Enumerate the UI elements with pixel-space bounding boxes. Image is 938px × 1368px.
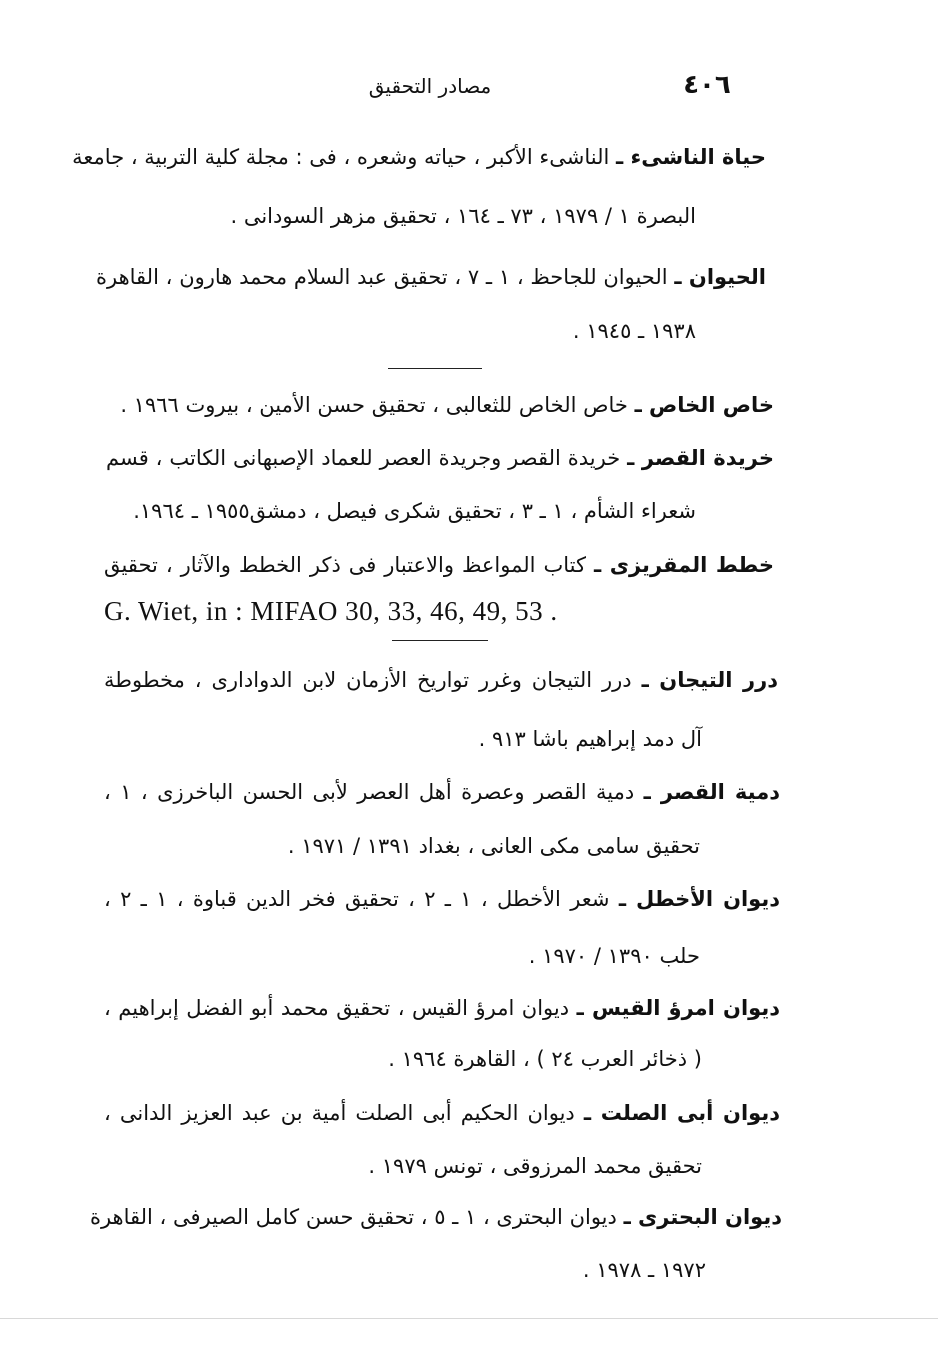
entry-durar-al-tijan-line1: [104, 665, 778, 695]
entry-diwan-al-buhturi-line2: ١٩٧٢ ـ ١٩٧٨ .: [582, 1258, 706, 1282]
entry-text: كتاب المواعظ والاعتبار فى ذكر الخطط والآثار ، تحقيق: [104, 553, 586, 577]
entry-al-hayawan-line1: [96, 262, 766, 292]
entry-text: ديوان البحترى ، ١ ـ ٥ ، تحقيق حسن كامل الصيرفى ، القاهرة: [89, 1205, 617, 1229]
entry-heading: دمية القصر ـ: [643, 780, 780, 804]
entry-text: ديوان الحكيم أبى الصلت أمية بن عبد العزيز الدانى ،: [104, 1101, 575, 1125]
entry-diwan-al-akhtal-line1: [104, 884, 780, 914]
entry-text: الحيوان للجاحظ ، ١ ـ ٧ ، تحقيق عبد السلام محمد هارون ، القاهرة: [96, 265, 668, 289]
entry-text: خريدة القصر وجريدة العصر للعماد الإصبهانى الكاتب ، قسم: [106, 446, 621, 470]
scan-edge-line: [0, 1318, 938, 1319]
entry-heading: خريدة القصر ـ: [627, 446, 774, 470]
entry-heading: ديوان أبى الصلت ـ: [583, 1101, 780, 1125]
entry-dumyat-al-qasr-line1: [104, 777, 780, 807]
running-title: مصادر التحقيق: [368, 74, 492, 98]
entry-text: دمية القصر وعصرة أهل العصر لأبى الحسن الباخرزى ، ١ ،: [104, 780, 635, 804]
entry-heading: خطط المقريزى ـ: [593, 553, 774, 577]
entry-khass-al-khass: [110, 390, 774, 420]
entry-kharidat-al-qasr-line1: [106, 443, 774, 473]
entry-diwan-imru-al-qays-line2: ( ذخائر العرب ٢٤ ) ، القاهرة ١٩٦٤ .: [388, 1047, 702, 1071]
entry-text: خاص الخاص للثعالبى ، تحقيق حسن الأمين ، بيروت ١٩٦٦ .: [120, 393, 628, 417]
entry-durar-al-tijan-line2: آل دمد إبراهيم باشا ٩١٣ .: [478, 727, 702, 751]
entry-text: درر التيجان وغرر تواريخ الأزمان لابن الدوادارى ، مخطوطة: [104, 668, 632, 692]
entry-hayat-al-nashi-line1: [72, 142, 766, 172]
entry-heading: ديوان البحترى ـ: [623, 1205, 782, 1229]
entry-diwan-abi-al-salt-line1: [104, 1098, 780, 1128]
entry-heading: خاص الخاص ـ: [634, 393, 774, 417]
entry-heading: حياة الناشىء ـ: [616, 145, 766, 169]
entry-al-hayawan-line2: ١٩٣٨ ـ ١٩٤٥ .: [572, 319, 696, 343]
entry-text: الناشىء الأكبر ، حياته وشعره ، فى : مجلة كلية التربية ، جامعة: [72, 145, 610, 169]
entry-text: ديوان امرؤ القيس ، تحقيق محمد أبو الفضل إبراهيم ،: [104, 996, 570, 1020]
entry-heading: ديوان الأخطل ـ: [618, 887, 781, 911]
section-divider: [392, 640, 488, 641]
entry-hayat-al-nashi-line2: البصرة ١ / ١٩٧٩ ، ٧٣ ـ ١٦٤ ، تحقيق مزهر السودانى .: [230, 204, 696, 228]
entry-heading: الحيوان ـ: [674, 265, 766, 289]
page-number: ٤٠٦: [683, 70, 731, 100]
entry-diwan-al-buhturi-line1: [89, 1202, 782, 1232]
entry-kharidat-al-qasr-line2: شعراء الشأم ، ١ ـ ٣ ، تحقيق شكرى فيصل ، دمشق١٩٥٥ ـ ١٩٦٤.: [133, 499, 696, 523]
entry-heading: ديوان امرؤ القيس ـ: [576, 996, 780, 1020]
entry-diwan-imru-al-qays-line1: [104, 993, 780, 1023]
entry-khitat-al-maqrizi-line1: [104, 550, 774, 580]
entry-khitat-al-maqrizi-reference: G. Wiet, in : MIFAO 30, 33, 46, 49, 53 .: [104, 596, 558, 626]
entry-diwan-abi-al-salt-line2: تحقيق محمد المرزوقى ، تونس ١٩٧٩ .: [368, 1154, 702, 1178]
entry-text: شعر الأخطل ، ١ ـ ٢ ، تحقيق فخر الدين قباوة ، ١ ـ ٢ ،: [104, 887, 610, 911]
section-divider: [388, 368, 482, 369]
entry-dumyat-al-qasr-line2: تحقيق سامى مكى العانى ، بغداد ١٣٩١ / ١٩٧١ .: [287, 834, 700, 858]
entry-diwan-al-akhtal-line2: حلب ١٣٩٠ / ١٩٧٠ .: [528, 944, 700, 968]
entry-heading: درر التيجان ـ: [641, 668, 778, 692]
